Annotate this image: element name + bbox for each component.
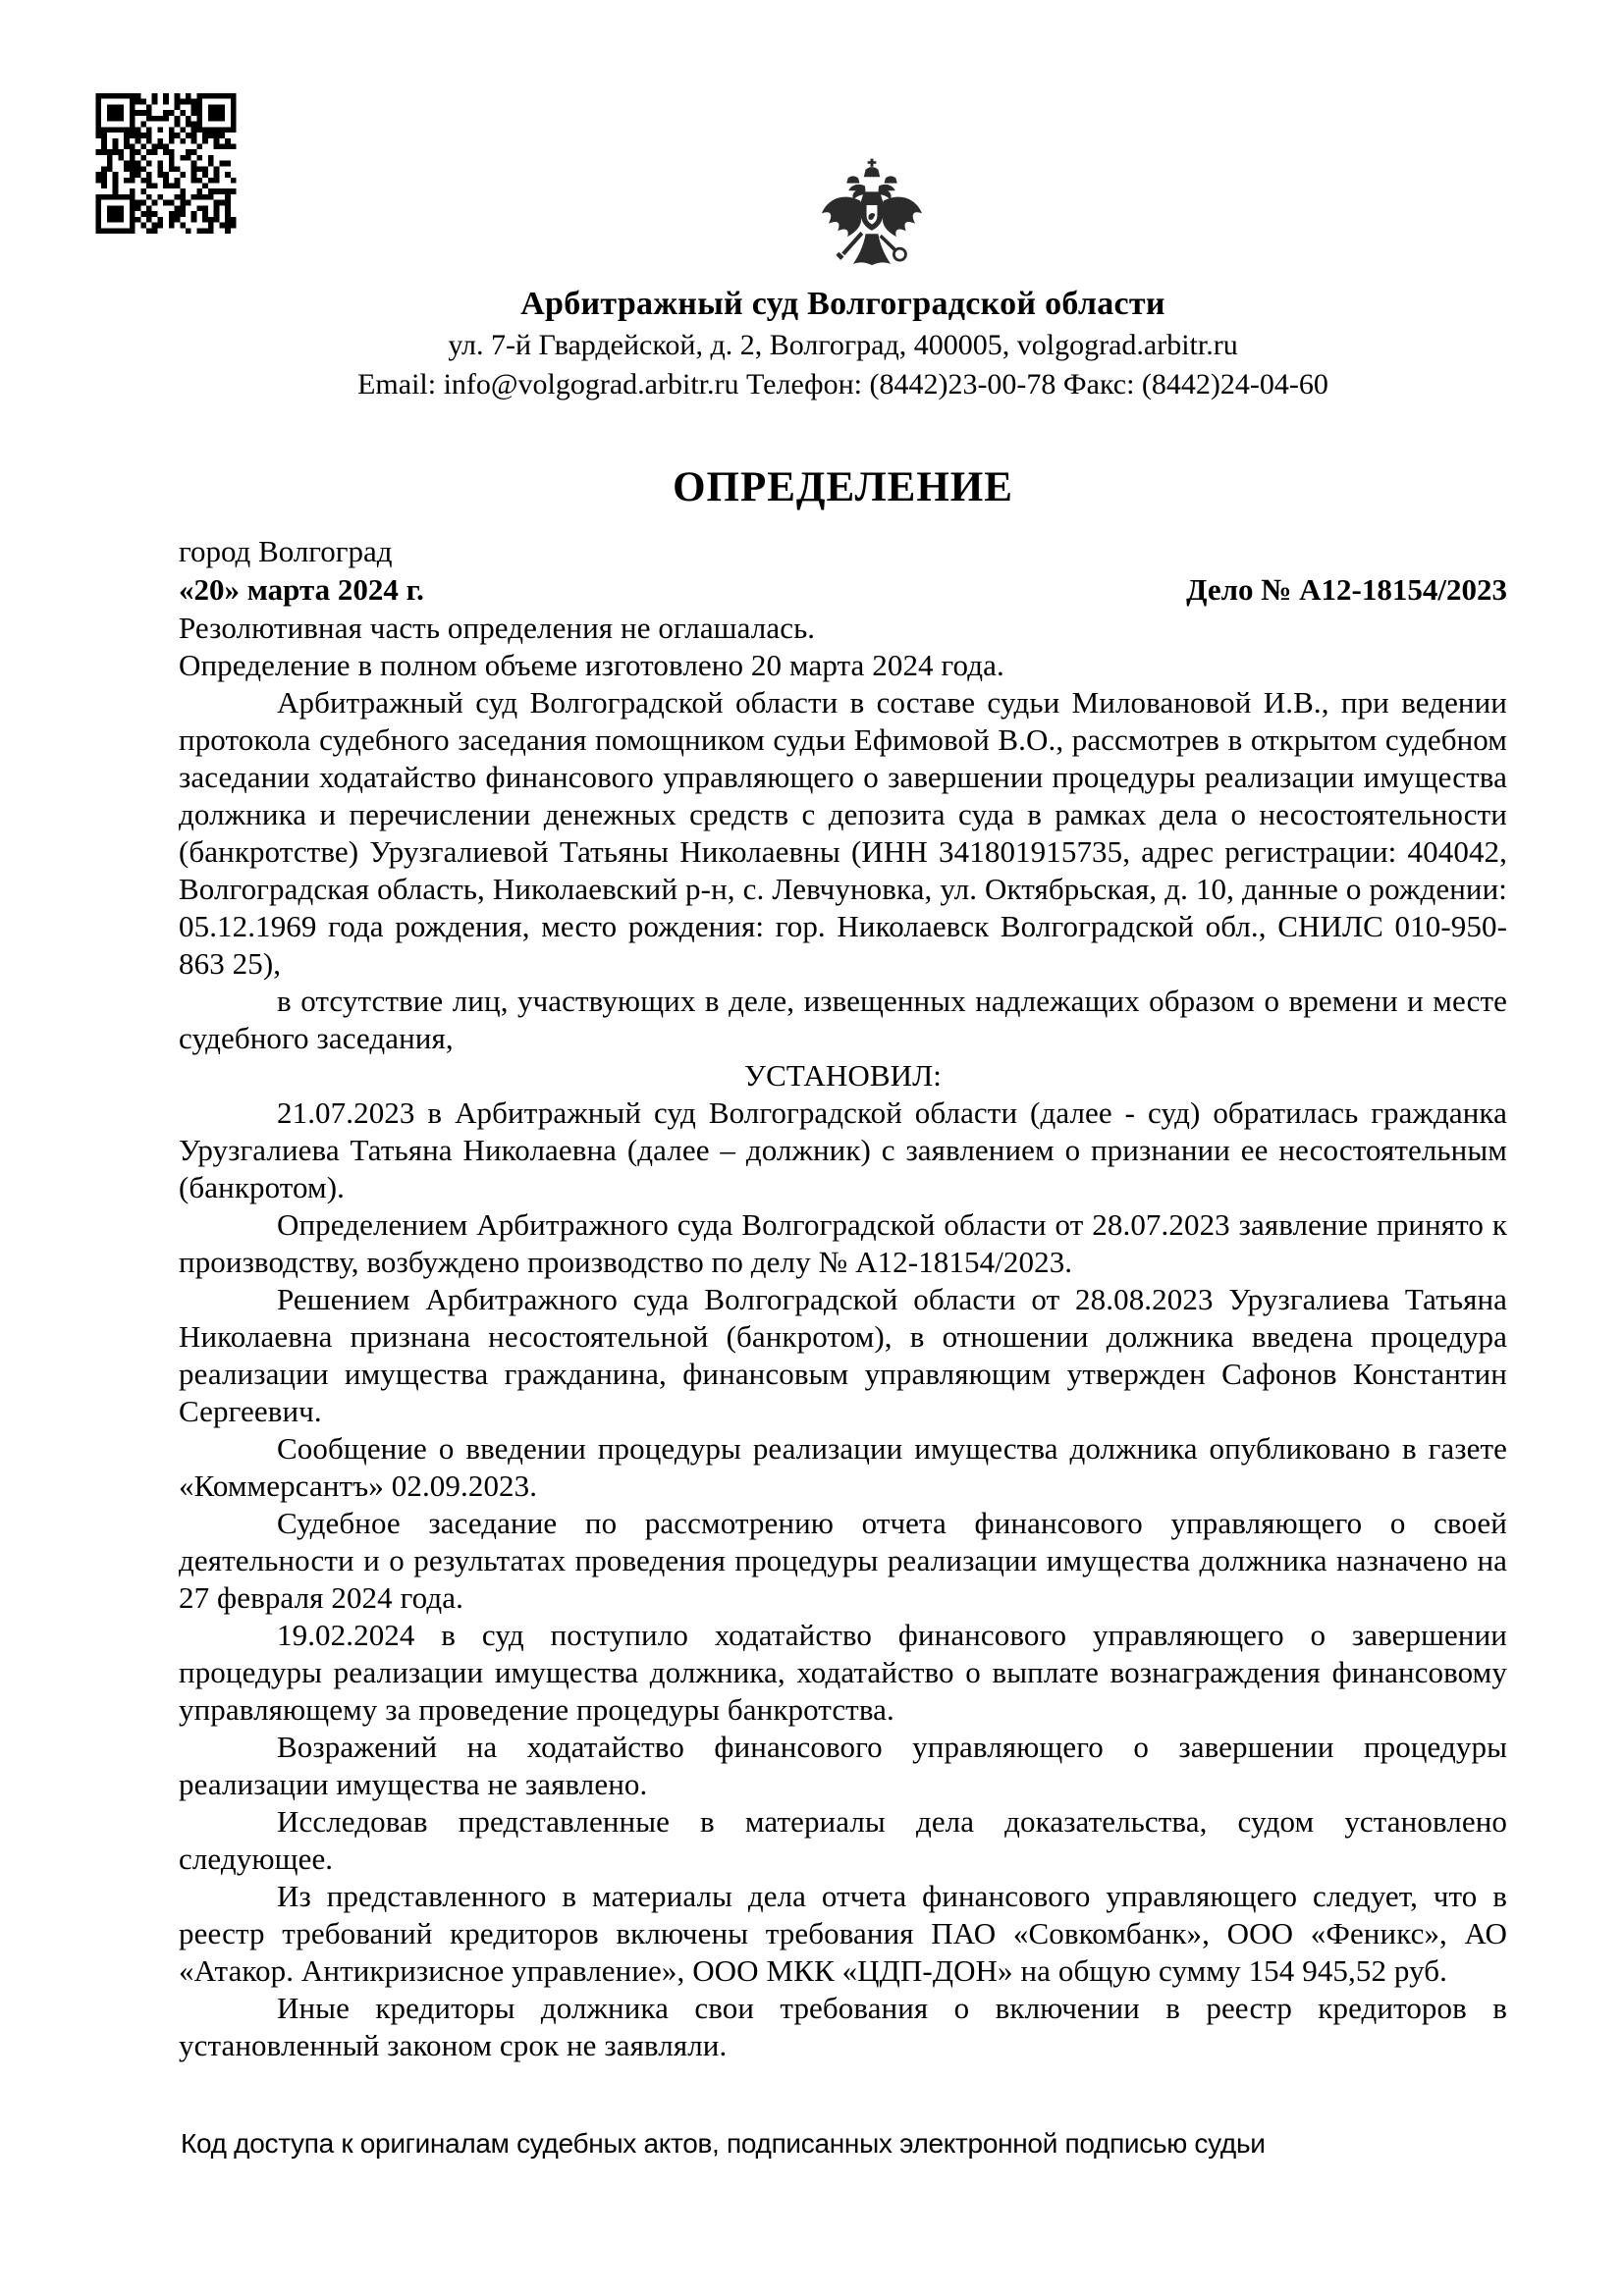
court-contacts: Email: info@volgograd.arbitr.ru Телефон: (8442)23-00-78 Факс: (8442)24-04-60 <box>357 368 1328 400</box>
document-body <box>179 610 1507 2064</box>
court-name: Арбитражный суд Волгоградской области <box>520 286 1165 322</box>
paragraph: в отсутствие лиц, участвующих в деле, извещенных надлежащих образом о времени и месте судебного заседания, <box>179 984 1507 1055</box>
date-case-row <box>179 572 1507 608</box>
paragraph: УСТАНОВИЛ: <box>744 1058 942 1093</box>
letterhead <box>179 283 1507 404</box>
case-number: Дело № А12-18154/2023 <box>1186 572 1507 607</box>
city-line: город Волгоград <box>179 534 393 568</box>
paragraph: 19.02.2024 в суд поступило ходатайство финансового управляющего о завершении процедуры реализации имущества должника, ходатайство о выплате вознаграждения финансовому управляющему за проведение процедуры банкротства. <box>179 1618 1507 1727</box>
paragraph: 21.07.2023 в Арбитражный суд Волгоградской области (далее - суд) обратилась гражданка Урузгалиева Татьяна Николаевна (далее – должник) с заявлением о признании ее несостоятельным (банкротом). <box>179 1095 1507 1204</box>
paragraph: Иные кредиторы должника свои требования о включении в реестр кредиторов в установленный законом срок не заявляли. <box>179 1991 1507 2062</box>
paragraph: Определение в полном объеме изготовлено 20 марта 2024 года. <box>179 648 1004 682</box>
paragraph: Арбитражный суд Волгоградской области в составе судьи Миловановой И.В., при ведении протокола судебного заседания помощником судьи Ефимовой В.О., рассмотрев в открытом судебном заседании ходатайство финансового управляющего о завершении процедуры реализации имущества должника и перечислении денежных средств с депозита суда в рамках дела о несостоятельности (банкротстве) Урузгалиевой Татьяны Николаевны (ИНН 341801915735, адрес регистрации: 404042, Волгоградская область, Николаевский р-н, с. Левчуновка, ул. Октябрьская, д. 10, данные о рождении: 05.12.1969 года рождения, место рождения: гор. Николаевск Волгоградской обл., СНИЛС 010-950-863 25), <box>179 685 1507 981</box>
paragraph: Сообщение о введении процедуры реализации имущества должника опубликовано в газете «Коммерсантъ» 02.09.2023. <box>179 1431 1507 1503</box>
footer-access-code-note: Код доступа к оригиналам судебных актов, подписанных электронной подписью судьи <box>181 2128 1266 2159</box>
russia-coat-of-arms-icon <box>815 157 929 279</box>
court-address: ул. 7-й Гвардейской, д. 2, Волгоград, 400005, volgograd.arbitr.ru <box>448 329 1238 361</box>
paragraph: Решением Арбитражного суда Волгоградской области от 28.08.2023 Урузгалиева Татьяна Николаевна признана несостоятельной (банкротом), в отношении должника введена процедура реализации имущества гражданина, финансовым управляющим утвержден Сафонов Константин Сергеевич. <box>179 1282 1507 1428</box>
paragraph: Судебное заседание по рассмотрению отчета финансового управляющего о своей деятельности и о результатах проведения процедуры реализации имущества должника назначено на 27 февраля 2024 года. <box>179 1506 1507 1615</box>
document-title: ОПРЕДЕЛЕНИЕ <box>673 464 1013 510</box>
paragraph: Резолютивная часть определения не оглашалась. <box>179 611 816 645</box>
qr-code-icon <box>94 93 238 234</box>
paragraph: Возражений на ходатайство финансового управляющего о завершении процедуры реализации имущества не заявлено. <box>179 1730 1507 1801</box>
paragraph: Исследовав представленные в материалы дела доказательства, судом установлено следующее. <box>179 1804 1507 1876</box>
paragraph: Определением Арбитражного суда Волгоградской области от 28.07.2023 заявление принято к производству, возбуждено производство по делу № А12-18154/2023. <box>179 1207 1507 1279</box>
paragraph: Из представленного в материалы дела отчета финансового управляющего следует, что в реестр требований кредиторов включены требования ПАО «Совкомбанк», ООО «Феникс», АО «Атакор. Антикризисное управление», ООО МКК «ЦДП-ДОН» на общую сумму 154 945,52 руб. <box>179 1879 1507 1988</box>
decision-date: «20» марта 2024 г. <box>179 572 424 607</box>
